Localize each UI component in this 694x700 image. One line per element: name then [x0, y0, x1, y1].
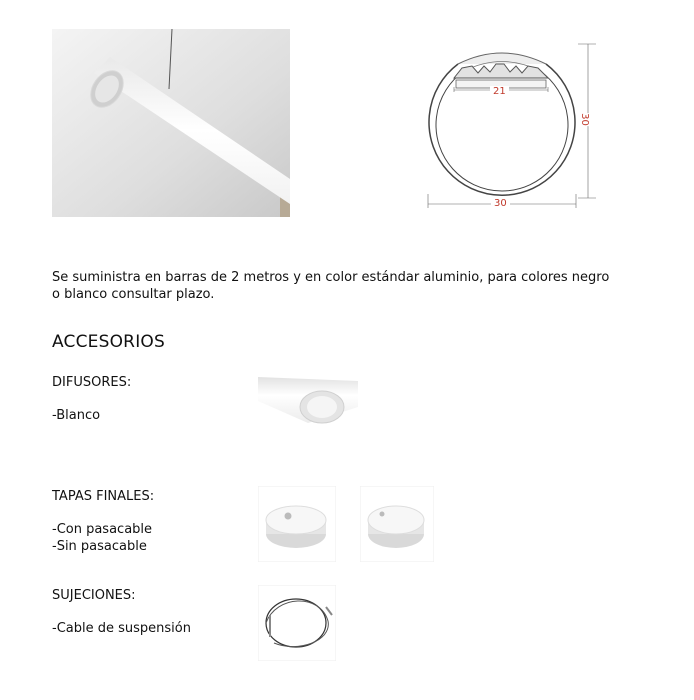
- tapas-finales-title: TAPAS FINALES:: [52, 489, 155, 504]
- dimension-height: 30: [578, 113, 590, 126]
- tapa-con-pasacable-illustration: [258, 486, 336, 562]
- profile-section-diagram: [420, 40, 600, 210]
- accessories-heading: ACCESORIOS: [52, 332, 165, 352]
- difusores-title: DIFUSORES:: [52, 375, 132, 390]
- product-photo: [52, 29, 290, 217]
- difusores-item: -Blanco: [52, 408, 101, 423]
- cable-suspension-photo: [258, 585, 336, 661]
- tapa-sin-pasacable-photo: [360, 486, 434, 562]
- tapa-con-pasacable-photo: [258, 486, 336, 562]
- profile-drawing: [420, 40, 600, 210]
- product-description: Se suministra en barras de 2 metros y en color estándar aluminio, para colores negro o blanco consultar plazo.: [52, 270, 610, 302]
- product-photo-illustration: [52, 29, 290, 217]
- dimension-inner-width: 21: [490, 86, 509, 97]
- tapas-finales-item-sin-pasacable: -Sin pasacable: [52, 539, 147, 554]
- sujeciones-title: SUJECIONES:: [52, 588, 136, 603]
- dimension-width: 30: [491, 198, 510, 209]
- tapas-finales-item-con-pasacable: -Con pasacable: [52, 522, 153, 537]
- tapa-sin-pasacable-illustration: [360, 486, 434, 562]
- cable-suspension-illustration: [258, 585, 336, 661]
- sujeciones-item: -Cable de suspensión: [52, 621, 191, 636]
- difusor-illustration: [258, 373, 358, 437]
- difusor-photo: [258, 373, 358, 437]
